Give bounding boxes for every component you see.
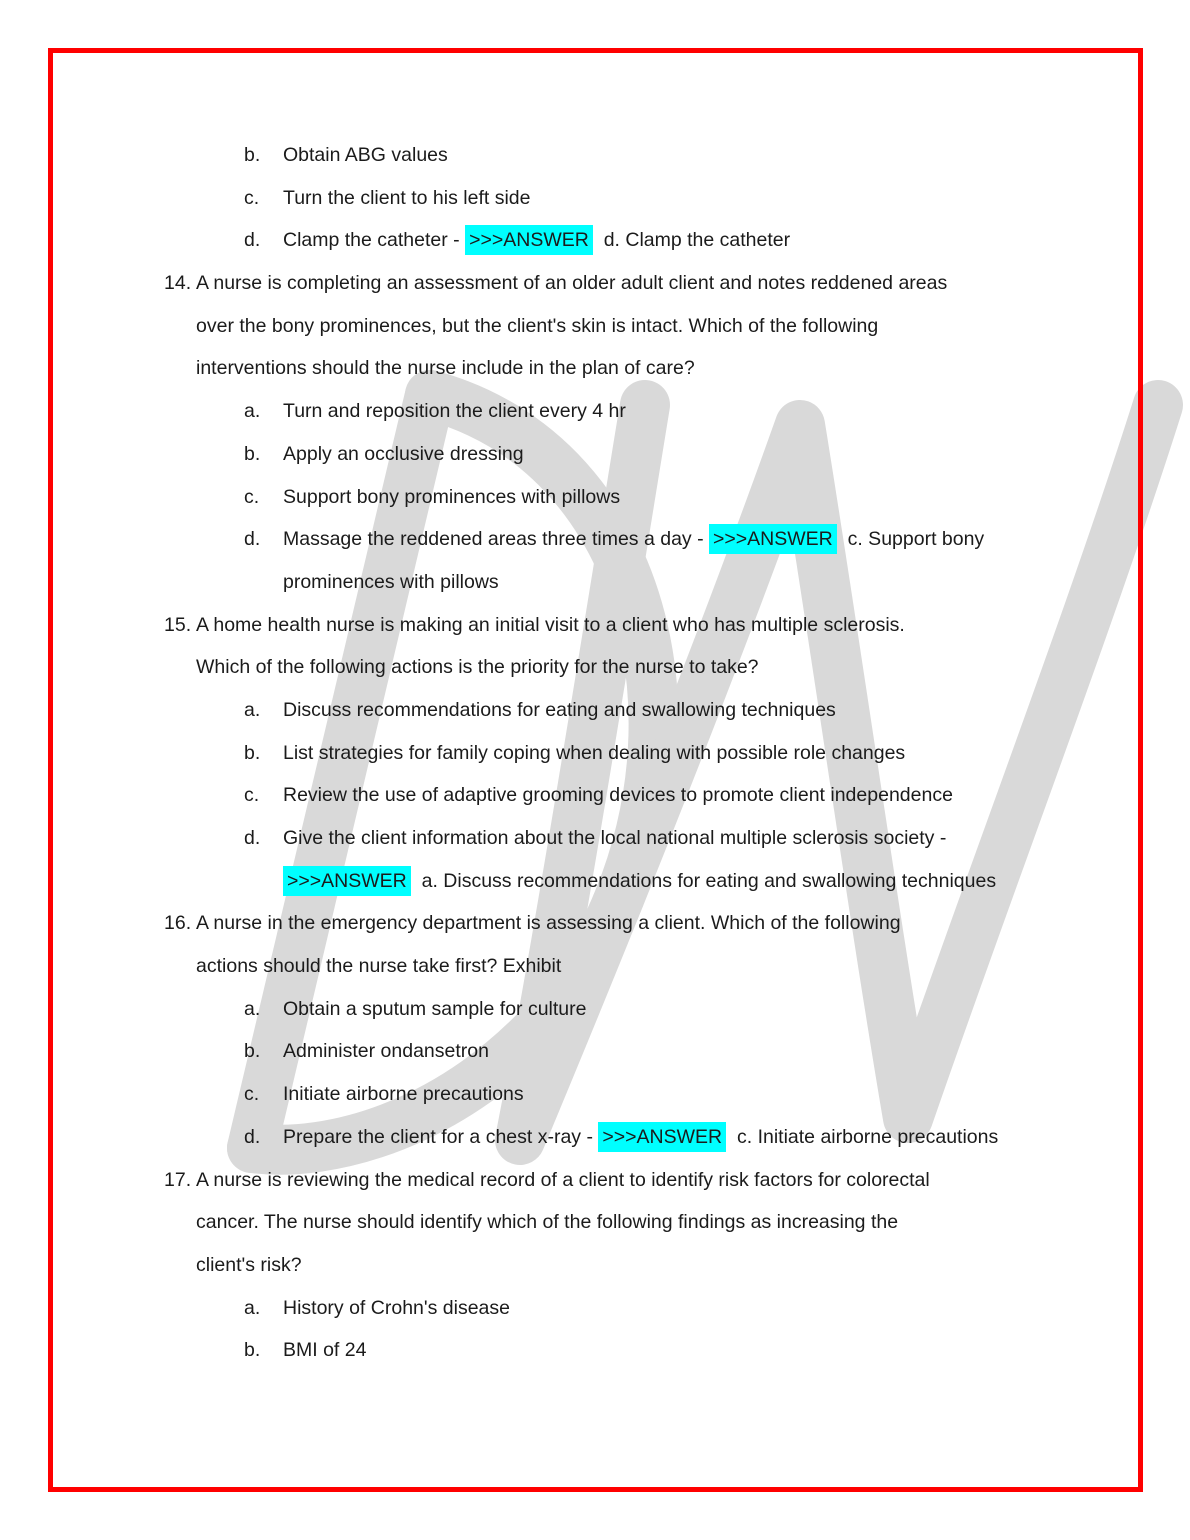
text-segment: BMI of 24: [283, 1339, 367, 1362]
text-segment: Discuss recommendations for eating and swallowing techniques: [283, 698, 836, 721]
list-marker: c.: [244, 186, 260, 209]
question-line: [0, 1159, 1190, 1202]
option-line: [0, 689, 1190, 732]
list-marker: a.: [244, 698, 261, 721]
list-marker: b.: [244, 144, 261, 166]
list-marker: b.: [244, 442, 261, 465]
option-line: [0, 433, 1190, 476]
text-segment: c. Support bony: [836, 528, 985, 551]
text-segment: c. Initiate airborne precautions: [726, 1125, 999, 1148]
text-segment: interventions should the nurse include in the plan of care?: [196, 357, 695, 380]
text-segment: A nurse in the emergency department is assessing a client. Which of the following: [196, 912, 901, 935]
text-segment: A nurse is completing an assessment of an older adult client and notes reddened areas: [196, 272, 948, 295]
list-marker: b.: [244, 1040, 261, 1063]
list-marker: 15.: [164, 613, 192, 636]
text-segment: Apply an occlusive dressing: [283, 442, 524, 465]
text-segment: Massage the reddened areas three times a day -: [283, 528, 709, 551]
text-segment: History of Crohn's disease: [283, 1296, 510, 1319]
option-line: [0, 390, 1190, 433]
list-marker: c.: [244, 485, 260, 508]
option-line: [0, 774, 1190, 817]
option-line: [0, 518, 1190, 561]
option-line: [0, 134, 1190, 177]
continuation-line: [0, 347, 1190, 390]
continuation-line: [0, 561, 1190, 604]
text-segment: Turn the client to his left side: [283, 186, 531, 209]
list-marker: d.: [244, 229, 261, 252]
text-segment: A nurse is reviewing the medical record of a client to identify risk factors for colorectal: [196, 1168, 930, 1191]
text-segment: Obtain ABG values: [283, 144, 448, 166]
list-marker: d.: [244, 528, 261, 551]
continuation-line: [0, 1201, 1190, 1244]
option-line: [0, 177, 1190, 220]
option-line: [0, 1287, 1190, 1330]
question-line: [0, 262, 1190, 305]
answer-highlight: >>>ANSWER: [465, 225, 593, 255]
text-segment: A home health nurse is making an initial visit to a client who has multiple sclerosis.: [196, 613, 905, 636]
option-line: [0, 1116, 1190, 1159]
text-segment: Prepare the client for a chest x-ray -: [283, 1125, 599, 1148]
option-line: [0, 476, 1190, 519]
text-segment: Initiate airborne precautions: [283, 1083, 524, 1106]
text-segment: prominences with pillows: [283, 570, 499, 593]
text-segment: Give the client information about the local national multiple sclerosis society -: [283, 827, 947, 849]
list-marker: c.: [244, 1083, 260, 1106]
option-line: [0, 1073, 1190, 1116]
text-segment: cancer. The nurse should identify which of the following findings as increasing the: [196, 1211, 899, 1234]
option-line: [0, 817, 1190, 860]
list-marker: a.: [244, 400, 261, 423]
list-marker: 16.: [164, 912, 192, 935]
text-segment: Support bony prominences with pillows: [283, 485, 621, 508]
text-segment: List strategies for family coping when dealing with possible role changes: [283, 741, 906, 764]
text-segment: Obtain a sputum sample for culture: [283, 997, 587, 1020]
text-segment: Clamp the catheter -: [283, 229, 466, 252]
continuation-line: [0, 945, 1190, 988]
question-line: [0, 604, 1190, 647]
question-line: [0, 902, 1190, 945]
list-marker: b.: [244, 1339, 261, 1362]
continuation-line: [0, 860, 1190, 903]
list-marker: a.: [244, 1296, 261, 1319]
text-segment: Review the use of adaptive grooming devices to promote client independence: [283, 784, 953, 807]
answer-highlight: >>>ANSWER: [709, 524, 837, 554]
list-marker: a.: [244, 997, 261, 1020]
list-marker: d.: [244, 827, 261, 849]
continuation-line: [0, 305, 1190, 348]
list-marker: b.: [244, 741, 261, 764]
list-marker: d.: [244, 1125, 261, 1148]
text-segment: actions should the nurse take first? Exhibit: [196, 955, 562, 978]
continuation-line: [0, 1244, 1190, 1287]
text-segment: Administer ondansetron: [283, 1040, 489, 1063]
text-segment: Turn and reposition the client every 4 hr: [283, 400, 626, 423]
option-line: [0, 732, 1190, 775]
list-marker: c.: [244, 784, 260, 807]
list-marker: 17.: [164, 1168, 192, 1191]
option-line: [0, 1030, 1190, 1073]
option-line: [0, 219, 1190, 262]
text-segment: d. Clamp the catheter: [592, 229, 791, 252]
option-line: [0, 988, 1190, 1031]
text-segment: Which of the following actions is the priority for the nurse to take?: [196, 656, 759, 679]
list-marker: 14.: [164, 272, 192, 295]
option-line: [0, 1329, 1190, 1372]
text-segment: a. Discuss recommendations for eating and swallowing techniques: [410, 869, 997, 892]
continuation-line: [0, 646, 1190, 689]
text-segment: over the bony prominences, but the client's skin is intact. Which of the following: [196, 314, 879, 337]
text-segment: client's risk?: [196, 1253, 302, 1276]
answer-highlight: >>>ANSWER: [283, 866, 411, 896]
document-body: [0, 134, 1190, 1372]
answer-highlight: >>>ANSWER: [598, 1122, 726, 1152]
